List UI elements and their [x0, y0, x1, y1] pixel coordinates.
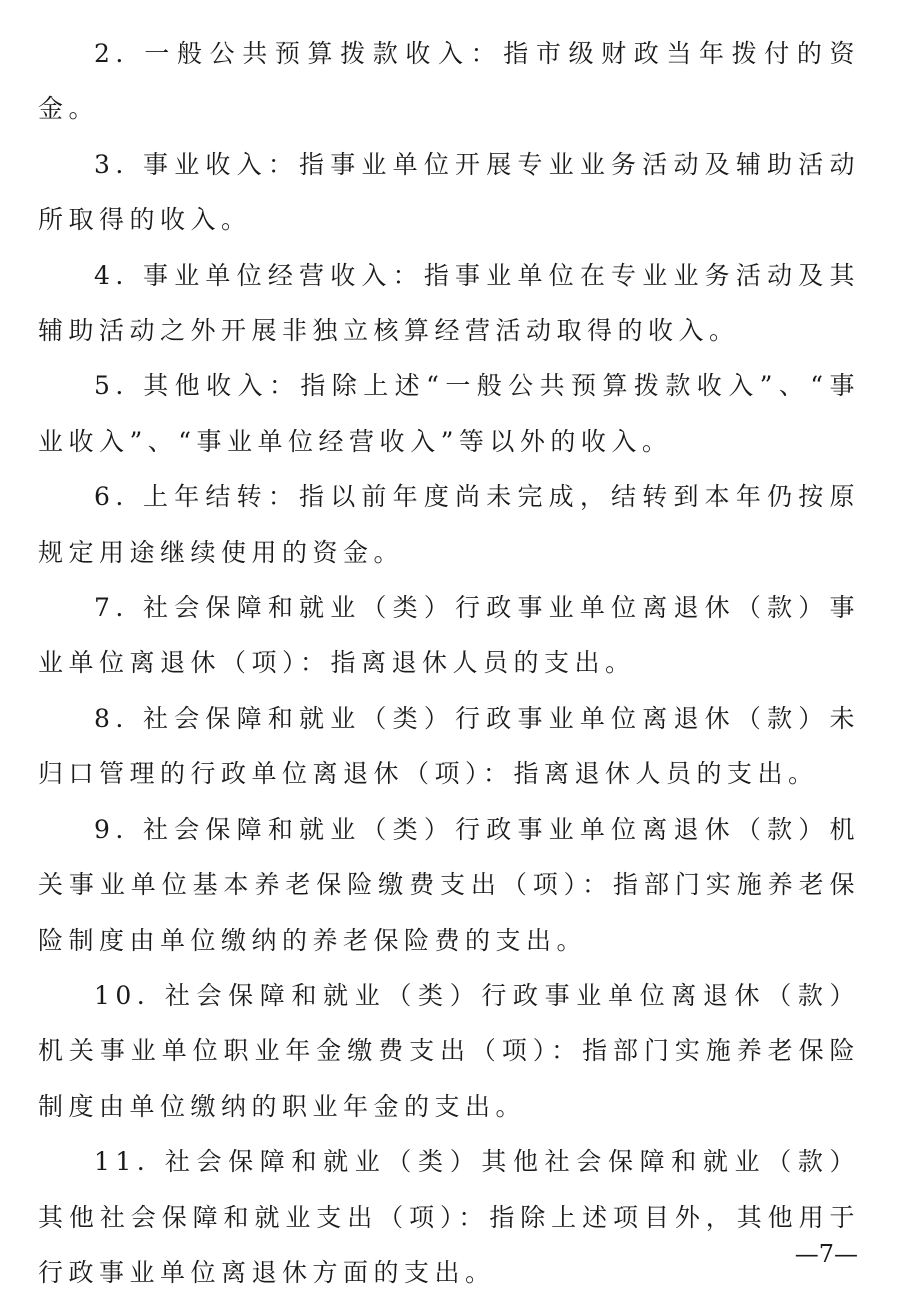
document-body: [38, 26, 860, 1300]
paragraph-item-9: 9. 社会保障和就业（类）行政事业单位离退休（款）机关事业单位基本养老保险缴费支出（项）：指部门实施养老保险制度由单位缴纳的养老保险费的支出。: [38, 814, 860, 955]
paragraph-item-3: 3. 事业收入：指事业单位开展专业业务活动及辅助活动所取得的收入。: [38, 149, 860, 235]
paragraph-item-4: 4. 事业单位经营收入：指事业单位在专业业务活动及其辅助活动之外开展非独立核算经营活动取得的收入。: [38, 260, 860, 346]
paragraph-item-6: 6. 上年结转：指以前年度尚未完成，结转到本年仍按原规定用途继续使用的资金。: [38, 482, 860, 567]
paragraph-item-8: 8. 社会保障和就业（类）行政事业单位离退休（款）未归口管理的行政单位离退休（项）：指离退休人员的支出。: [38, 703, 860, 789]
paragraph-item-10: 10. 社会保障和就业（类）行政事业单位离退休（款）机关事业单位职业年金缴费支出（项）：指部门实施养老保险制度由单位缴纳的职业年金的支出。: [38, 980, 860, 1121]
paragraph-item-5: 5. 其他收入：指除上述“一般公共预算拨款收入”、“事业收入”、“事业单位经营收入”等以外的收入。: [38, 371, 860, 456]
paragraph-item-2: 2. 一般公共预算拨款收入：指市级财政当年拨付的资金。: [38, 39, 860, 124]
paragraph-item-7: 7. 社会保障和就业（类）行政事业单位离退休（款）事业单位离退休（项）：指离退休人员的支出。: [38, 593, 860, 678]
paragraph-item-11: 11. 社会保障和就业（类）其他社会保障和就业（款）其他社会保障和就业支出（项）：指除上述项目外，其他用于行政事业单位离退休方面的支出。: [38, 1147, 860, 1287]
page-number: —7—: [794, 1240, 858, 1268]
